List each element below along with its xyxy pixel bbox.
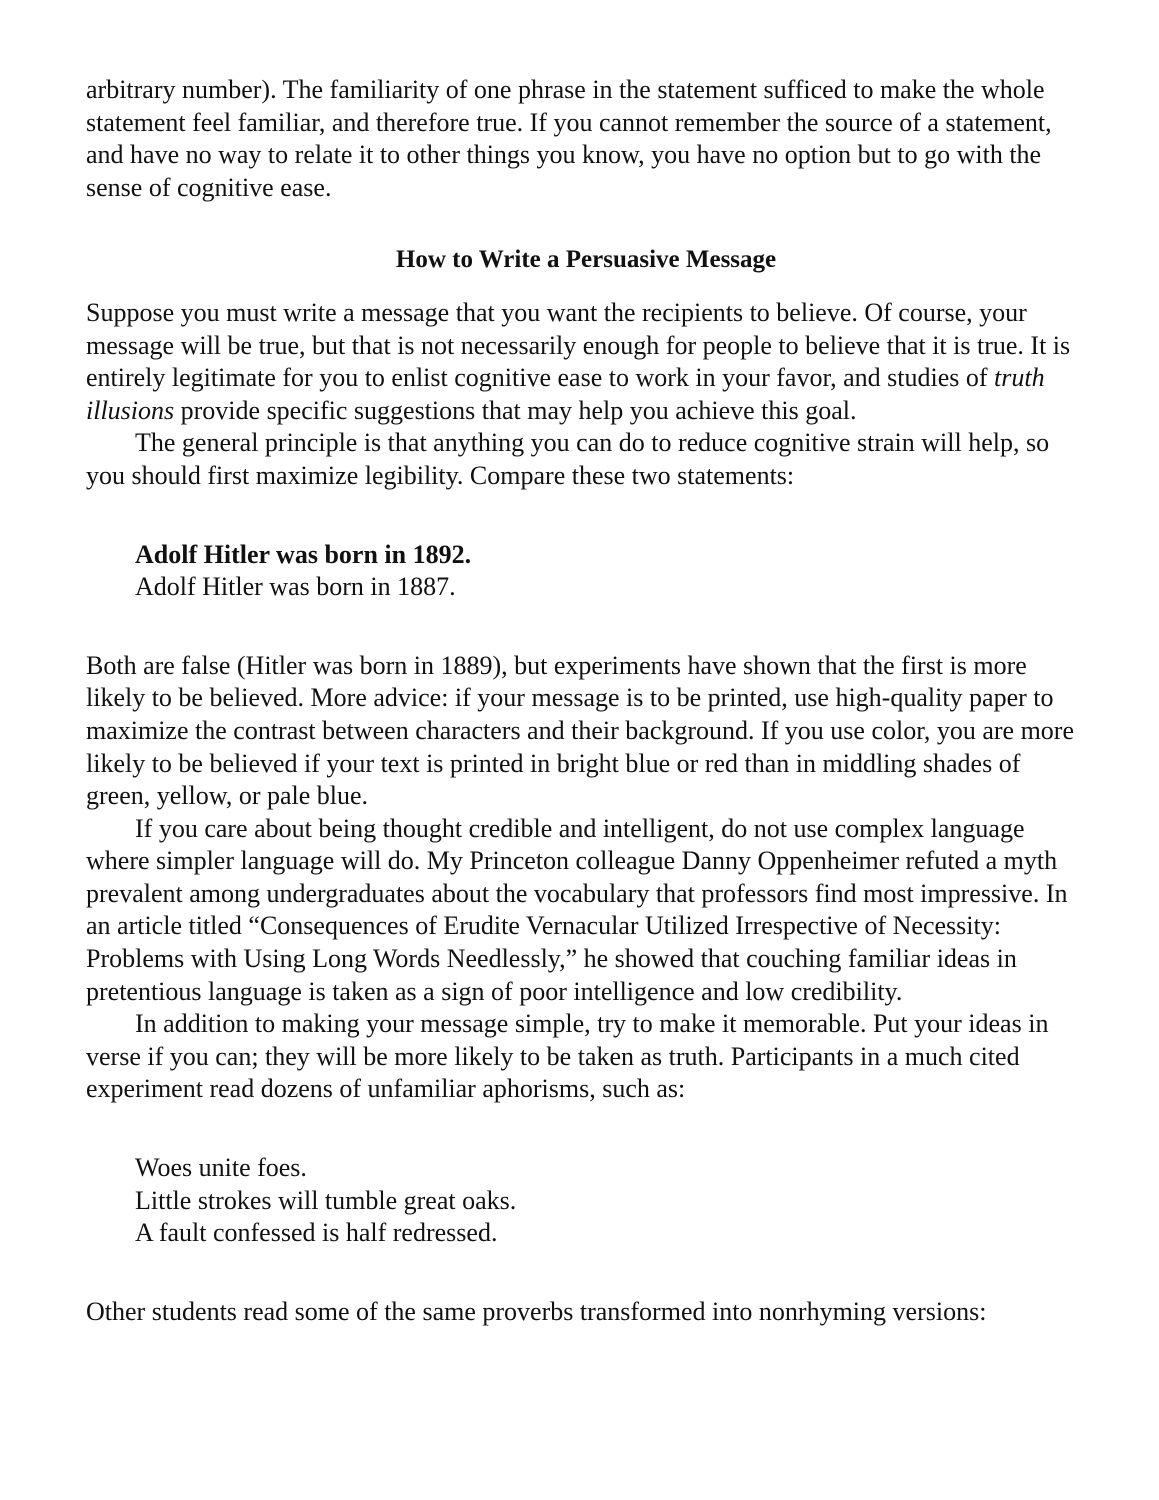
example-statement-regular: Adolf Hitler was born in 1887. xyxy=(135,572,456,602)
paragraph-memorable: In addition to making your message simple, try to make it memorable. Put your ideas in verse if you can; they will be more likely to be taken as truth. Participants in a much cited experiment read dozens of unfamiliar aphorisms, such as: xyxy=(86,1009,1049,1104)
emphasized-term: truth illusions xyxy=(86,363,1045,425)
paragraph-credibility: If you care about being thought credible and intelligent, do not use complex language where simpler language will do. My Princeton colleague Danny Oppenheimer refuted a myth prevalent among undergraduates about the vocabulary that professors find most impressive. In an article titled “Consequences of Erudite Vernacular Utilized Irrespective of Necessity: Problems with Using Long Words Needlessly,” he showed that couching familiar ideas in pretentious language is taken as a sign of poor intelligence and low credibility. xyxy=(86,813,1068,1006)
example-statement-bold: Adolf Hitler was born in 1892. xyxy=(135,539,472,569)
paragraph-text: provide specific suggestions that may help you achieve this goal. xyxy=(174,395,857,425)
document-page xyxy=(86,74,1086,1328)
closing-paragraph: Other students read some of the same proverbs transformed into nonrhyming versions: xyxy=(86,1296,987,1326)
aphorism-item: Little strokes will tumble great oaks. xyxy=(135,1185,517,1215)
aphorism-item: Woes unite foes. xyxy=(135,1153,307,1183)
paragraph-legibility: The general principle is that anything you can do to reduce cognitive strain will help, so you should first maximize legibility. Compare these two statements: xyxy=(86,428,1050,490)
opening-paragraph: arbitrary number). The familiarity of one phrase in the statement sufficed to make the whole statement feel familiar, and therefore true. If you cannot remember the source of a statement, and have no way to relate it to other things you know, you have no option but to go with the sense of cognitive ease. xyxy=(86,75,1052,202)
example-statements xyxy=(86,539,1086,604)
paragraph-experiments: Both are false (Hitler was born in 1889), but experiments have shown that the first is more likely to be believed. More advice: if your message is to be printed, use high-quality paper to maximize the contrast between characters and their background. If you use color, you are more likely to be believed if your text is printed in bright blue or red than in middling shades of green, yellow, or pale blue. xyxy=(86,650,1074,811)
paragraph-text: Suppose you must write a message that you want the recipients to believe. Of course, your message will be true, but that is not necessarily enough for people to believe that it is true. It is entirely legitimate for you to enlist cognitive ease to work in your favor, and studies of xyxy=(86,297,1071,393)
section-heading: How to Write a Persuasive Message xyxy=(395,246,777,274)
paragraph-persuasive-intro xyxy=(86,297,1086,427)
aphorism-item: A fault confessed is half redressed. xyxy=(135,1218,498,1248)
aphorism-list xyxy=(86,1152,1086,1250)
